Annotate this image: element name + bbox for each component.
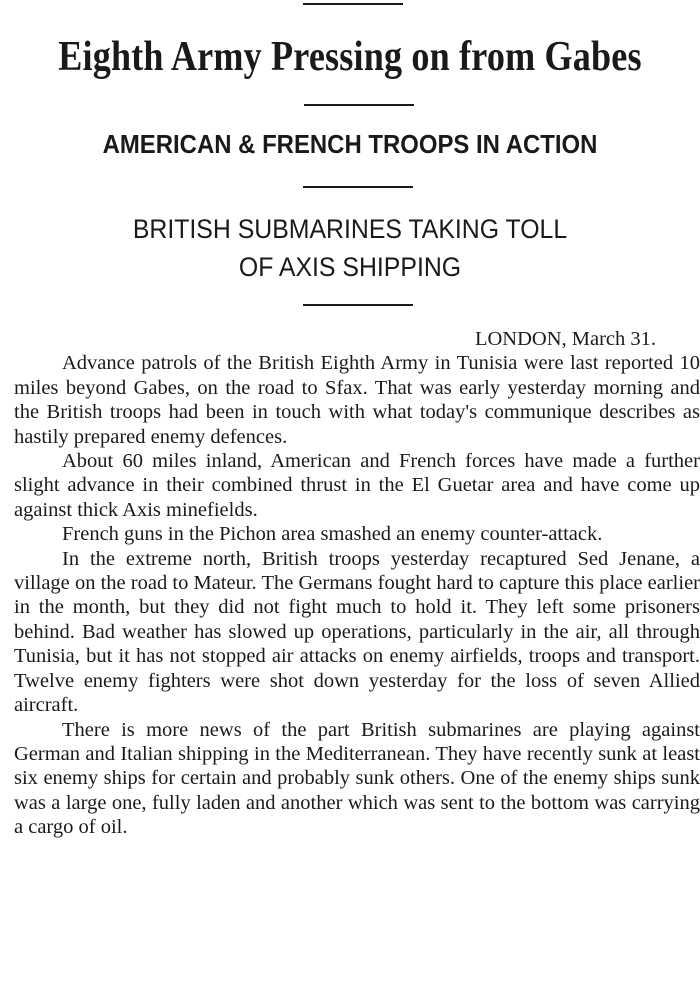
paragraph: In the extreme north, British troops yesterday recaptured Sed Jenane, a village on the road to Mateur. The Germans fought hard to capture this place earlier in the month, but they did not fight much to hold it. They left some prisoners behind. Bad weather has slowed up operations, particularly in the air, all through Tunisia, but it has not stopped air attacks on enemy airfields, troops and transport. Twelve enemy fighters were shot down yesterday for the loss of seven Allied aircraft. <box>14 547 700 717</box>
headline: Eighth Army Pressing on from Gabes <box>58 34 642 80</box>
paragraph: About 60 miles inland, American and French forces have made a further slight advance in their combined thrust in the El Guetar area and have come up against thick Axis minefields. <box>14 450 700 521</box>
article-body <box>14 327 700 840</box>
deck-secondary <box>28 210 672 286</box>
deck-primary: AMERICAN & FRENCH TROOPS IN ACTION <box>102 129 598 159</box>
deck-secondary-line2: OF AXIS SHIPPING <box>238 252 462 282</box>
dateline: LONDON, March 31. <box>474 328 656 350</box>
divider-rule <box>303 186 413 188</box>
deck-secondary-line1: BRITISH SUBMARINES TAKING TOLL <box>132 214 568 244</box>
divider-rule <box>304 104 414 106</box>
paragraph: There is more news of the part British submarines are playing against German and Italian shipping in the Mediterranean. They have recently sunk at least six enemy ships for certain and probably sunk others. One of the enemy ships sunk was a large one, fully laden and another which was sent to the bottom was carrying a cargo of oil. <box>14 718 700 839</box>
paragraph: Advance patrols of the British Eighth Army in Tunisia were last reported 10 miles beyond Gabes, on the road to Sfax. That was early yesterday morning and the British troops had been in touch with what today's communique describes as hastily prepared enemy defences. <box>14 352 700 448</box>
paragraph: French guns in the Pichon area smashed an enemy counter-attack. <box>62 523 603 546</box>
top-rule <box>303 3 403 5</box>
divider-rule <box>303 304 413 306</box>
